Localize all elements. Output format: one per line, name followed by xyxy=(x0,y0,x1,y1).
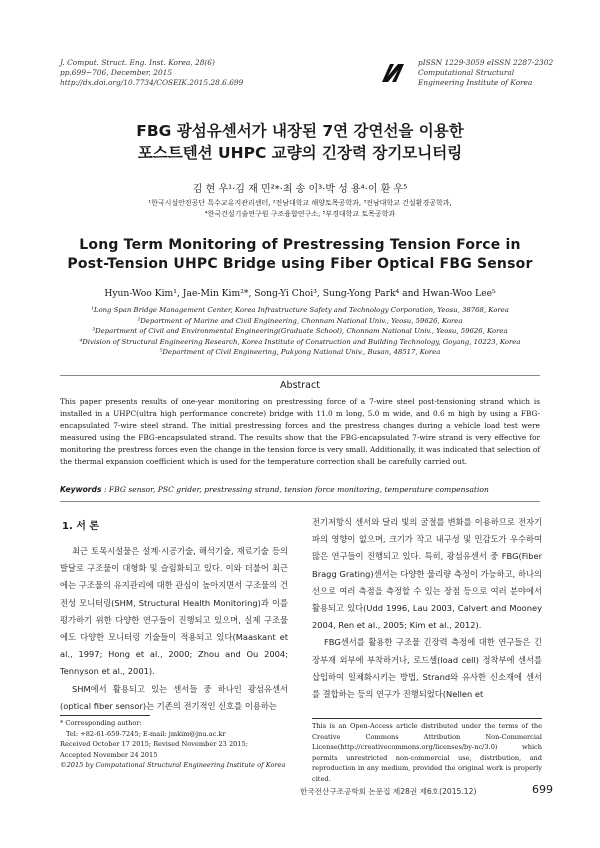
received-dates: Received October 17 2015; Revised November 23 2015; xyxy=(60,740,248,748)
authors-korean: 김 현 우¹·김 재 민²*·최 송 이³·박 성 용⁴·이 환 우⁵ xyxy=(192,184,408,195)
contact-info: Tel: +82-61-659-7245; E-mail: jmkim@jnu.ac.kr xyxy=(66,729,226,738)
page-range: pp.699~706, December, 2015 xyxy=(60,68,173,77)
footnote-rule xyxy=(60,715,150,716)
affiliation-korean-line: ⁴한국건설기술연구원 구조융합연구소, ⁵부경대학교 토목공학과 xyxy=(204,210,396,218)
journal-logo-icon xyxy=(380,62,406,84)
affiliation-english-line: ³Department of Civil and Environmental Engineering(Graduate School), Chonnam National Univ., Yeosu, 59626, Korea xyxy=(92,327,508,336)
paragraph: 최근 토목시설물은 설계·시공기술, 해석기술, 재료기술 등의 발달로 구조물이 대형화 및 슬림화되고 있다. 이와 더불어 최근에는 구조물의 유지관리에 대한 관심이 높아지면서 구조물의 건전성 모니터링(SHM, Structural Health Monitoring)과 이를 평가하기 위한 다양한 연구들이 진행되고 있으며, 실제 구조물에도 다양한 모니터링 기술들이 적용되고 있다(Maaskant et al., 1997; Hong et al., 2000; Zhou and Ou 2004; Tennyson et al., 2001). xyxy=(60,546,288,677)
title-korean xyxy=(0,120,600,164)
publisher-line-2: Engineering Institute of Korea xyxy=(418,78,533,87)
title-english xyxy=(0,236,600,274)
accepted-date: Accepted November 24 2015 xyxy=(60,750,158,759)
body-column-right xyxy=(312,514,542,703)
title-english-line-1: Long Term Monitoring of Prestressing Tension Force in xyxy=(79,237,521,253)
title-korean-line-1: FBG 광섬유센서가 내장된 7연 강연선을 이용한 xyxy=(136,122,464,140)
title-english-line-2: Post-Tension UHPC Bridge using Fiber Optical FBG Sensor xyxy=(67,256,533,272)
affiliation-english-line: ¹Long Span Bridge Management Center, Korea Infrastructure Safety and Technology Corporation, Yeosu, 38768, Korea xyxy=(91,306,509,314)
abstract-bottom-rule xyxy=(60,501,540,502)
authors-english: Hyun-Woo Kim¹, Jae-Min Kim²*, Song-Yi Choi³, Sung-Yong Park⁴ and Hwan-Woo Lee⁵ xyxy=(104,288,496,299)
paragraph: SHM에서 활용되고 있는 센서들 중 하나인 광섬유센서(optical fiber sensor)는 기존의 전기적인 신호를 이용하는 xyxy=(60,683,288,711)
affiliations-english xyxy=(0,305,600,358)
body-column-left xyxy=(60,543,288,715)
doi-link[interactable]: http://dx.doi.org/10.7734/COSEIK.2015.28.6.699 xyxy=(60,78,244,87)
footnote xyxy=(60,718,290,771)
keywords xyxy=(60,485,540,494)
copyright: ©2015 by Computational Structural Engineering Institute of Korea xyxy=(60,761,286,769)
issn: pISSN 1229-3059 eISSN 2287-2302 xyxy=(418,58,554,67)
keywords-list: : FBG sensor, PSC grider, prestressing strand, tension force monitoring, temperature compensation xyxy=(103,485,489,494)
affiliations-korean xyxy=(0,198,600,220)
journal-header-right xyxy=(418,58,553,88)
paragraph: FBG센서를 활용한 구조물 긴장력 측정에 대한 연구들은 긴장부재 외부에 부착하거나, 로드셀(load cell) 정착부에 센서를 삽입하여 일체화시키는 방법, Strand와 유사한 신소재에 센서를 결합하는 등의 연구가 진행되었다(Nellen et xyxy=(312,637,542,700)
abstract-top-rule xyxy=(60,375,540,376)
publisher-line-1: Computational Structural xyxy=(418,68,515,77)
title-korean-line-2: 포스트텐션 UHPC 교량의 긴장력 장기모니터링 xyxy=(137,144,463,162)
keywords-label: Keywords xyxy=(60,485,102,494)
journal-header-left xyxy=(60,58,243,88)
affiliation-korean-line: ¹한국시설안전공단 특수교유지관리센터, ²전남대학교 해양토목공학과, ³전남대학교 건설환경공학과, xyxy=(148,199,452,207)
affiliation-english-line: ²Department of Marine and Civil Engineering, Chonnam National Univ., Yeosu, 59626, Korea xyxy=(137,316,463,325)
journal-footer: 한국전산구조공학회 논문집 제28권 제6호(2015.12) xyxy=(300,787,477,796)
affiliation-english-line: ⁵Department of Civil Engineering, Pukyong National Univ., Busan, 48517, Korea xyxy=(159,348,441,357)
abstract-body: This paper presents results of one-year monitoring on prestressing force of a 7-wire steel post-tensioning strand which is installed in a UHPC(ultra high performance concrete) bridge with 11.0 m long, 5.0 m wide, and 0.6 m high by using a FBG-encapsulated 7-wire steel strand. The initial prestressing forces and the prestress changes during a vehicle load test were measured using the FBG-encapsulated strand. The results show that the FBG-encapsulated 7-wire strand is very effective for monitoring the prestress forces even the change in the tension force is very small. Additionally, it was indicated that selection of the thermal expansion coefficient which is used for the temperature correction shall be carefully carried out. xyxy=(60,397,540,467)
open-access-notice: This is an Open-Access article distributed under the terms of the Creative Commons Attribution Non-Commercial License(http://creativecommons.org/licenses/by-nc/3.0) which permits unrestricted non-commercial use, distribution, and reproduction in any medium, provided the original work is properly cited. xyxy=(312,718,542,784)
corresponding-author: * Corresponding author: xyxy=(60,719,142,727)
paragraph: 전기저항식 센서와 달리 빛의 굴절를 변화를 이용하므로 전자기파의 영향이 없으며, 크기가 작고 내구성 및 민감도가 우수하여 많은 연구들이 진행되고 있다. 특히, 광섬유센서 중 FBG(Fiber Bragg Grating)센서는 다양한 물리량 측정이 가능하고, 하나의 선으로 여러 측점을 측정할 수 있는 장점 등으로 여러 분야에서 활용되고 있다(Udd 1996, Lau 2003, Calvert and Mooney 2004, Ren et al., 2005; Kim et al., 2012). xyxy=(312,517,542,631)
page-number: 699 xyxy=(532,783,553,796)
abstract-heading: Abstract xyxy=(280,380,320,391)
section-title: 1. 서 론 xyxy=(62,521,100,532)
affiliation-english-line: ⁴Division of Structural Engineering Research, Korea Institute of Construction and Building Technology, Goyang, 10223, Korea xyxy=(79,337,521,346)
journal-citation: J. Comput. Struct. Eng. Inst. Korea, 28(6) xyxy=(60,58,215,67)
